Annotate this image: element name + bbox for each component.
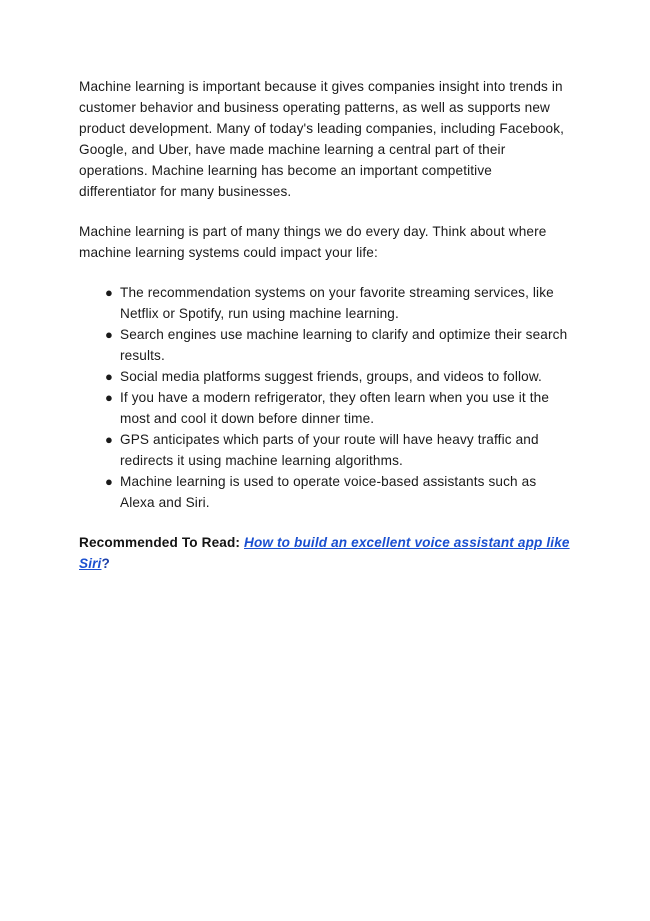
recommended-reading-line — [79, 532, 571, 574]
list-item — [79, 429, 571, 471]
list-item-text: Social media platforms suggest friends, groups, and videos to follow. — [120, 369, 542, 384]
list-item-text: GPS anticipates which parts of your route will have heavy traffic and redirects it using machine learning algorithms. — [120, 432, 539, 468]
recommended-reading-suffix: ? — [101, 556, 110, 571]
list-item-text: The recommendation systems on your favorite streaming services, like Netflix or Spotify, run using machine learning. — [120, 285, 554, 321]
machine-learning-examples-list — [79, 282, 571, 513]
bullet-point-icon: ● — [105, 327, 113, 342]
document-content — [79, 76, 571, 574]
bullet-point-icon: ● — [105, 369, 113, 384]
bullet-point-icon: ● — [105, 390, 113, 405]
list-item — [79, 366, 571, 387]
list-item — [79, 324, 571, 366]
list-item-text: Machine learning is used to operate voice-based assistants such as Alexa and Siri. — [120, 474, 537, 510]
list-item-text: Search engines use machine learning to clarify and optimize their search results. — [120, 327, 568, 363]
list-item-text: If you have a modern refrigerator, they often learn when you use it the most and cool it down before dinner time. — [120, 390, 550, 426]
list-item — [79, 471, 571, 513]
list-item — [79, 387, 571, 429]
recommended-reading-link[interactable]: How to build an excellent voice assistant app like Siri — [79, 535, 570, 571]
recommended-reading-label: Recommended To Read: — [79, 535, 244, 550]
intro-paragraph: Machine learning is important because it gives companies insight into trends in customer behavior and business operating patterns, as well as supports new product development. Many of today's leading companies, including Facebook, Google, and Uber, have made machine learning a central part of their operations. Machine learning has become an important competitive differentiator for many businesses. — [79, 79, 565, 199]
bullet-point-icon: ● — [105, 432, 113, 447]
bullet-point-icon: ● — [105, 474, 113, 489]
bullet-point-icon: ● — [105, 285, 113, 300]
list-item — [79, 282, 571, 324]
lead-in-paragraph: Machine learning is part of many things we do every day. Think about where machine learning systems could impact your life: — [79, 224, 547, 260]
